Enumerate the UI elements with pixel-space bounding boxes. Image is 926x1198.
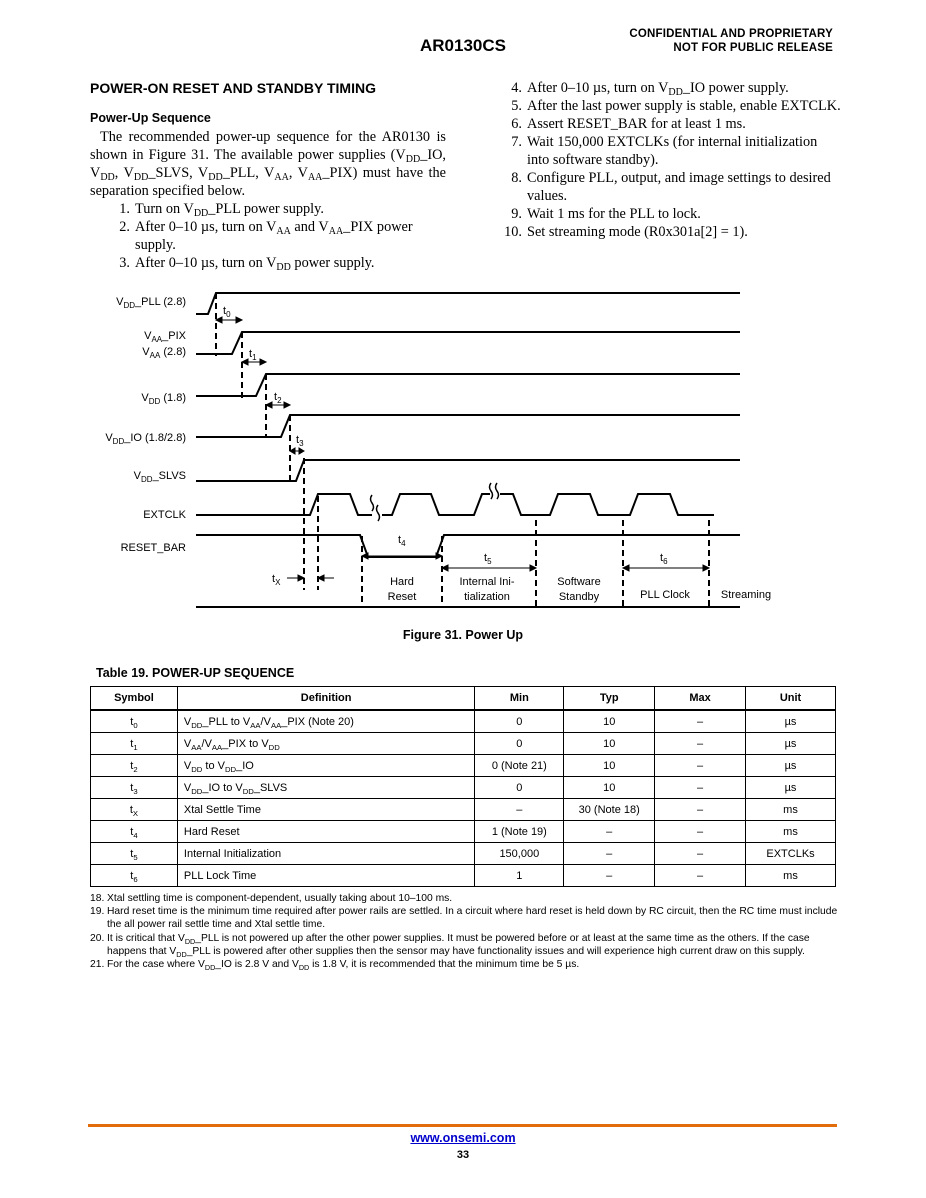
timing-label-t2: $t_2$: [274, 391, 282, 405]
footnote: 18. Xtal settling time is component-dependent, usually taking about 10–100 ms.: [90, 893, 453, 904]
typ-cell: 10: [564, 755, 655, 777]
min-cell: 0: [475, 777, 564, 799]
column-header: Typ: [564, 687, 655, 711]
signal-label: $V_{DD}\_PLL$ (2.8): [116, 296, 186, 310]
typ-cell: 30 (Note 18): [564, 799, 655, 821]
table-body: [91, 710, 836, 887]
definition-cell: Xtal Settle Time: [177, 799, 474, 821]
symbol-cell: $t_5$: [91, 843, 178, 865]
timing-label-t0: $t_0$: [223, 305, 231, 319]
signal-label: RESET_BAR: [120, 542, 186, 554]
min-cell: 0 (Note 21): [475, 755, 564, 777]
min-cell: 1: [475, 865, 564, 887]
unit-cell: ms: [746, 821, 836, 843]
footer-link[interactable]: www.onsemi.com: [410, 1131, 516, 1145]
symbol-cell: $t_3$: [91, 777, 178, 799]
phase-label: Streaming: [720, 589, 772, 601]
footnote: 20. It is critical that $V_{DD}\_PLL$ is not powered up after the other power supplies. It must be powered before or at least at the same time as the others. If the case happens that $V_{DD}\_PLL$ is powered after other supplies then the sensor may have functionality issues and will experience high current draw on this supply.: [90, 932, 810, 959]
phase-label: PLL Clock: [640, 589, 690, 601]
figure-caption: Figure 31. Power Up: [402, 628, 524, 642]
signal-label: EXTCLK: [143, 509, 186, 521]
symbol-cell: $t_0$: [91, 710, 178, 733]
timing-label-t5: $t_5$: [484, 552, 492, 566]
max-cell: –: [655, 843, 746, 865]
symbol-cell: $t_X$: [91, 799, 178, 821]
definition-cell: $V_{DD}\_IO$ to $V_{DD}\_SLVS$: [177, 777, 474, 799]
signal-label: $V_{DD}\_IO$ (1.8/2.8): [105, 432, 186, 446]
footnotes: [90, 892, 838, 971]
table-row: [91, 843, 836, 865]
signal-label: $V_{DD}$ (1.8): [141, 392, 186, 406]
signal-label: $V_{DD}\_SLVS$: [133, 470, 186, 484]
definition-cell: Internal Initialization: [177, 843, 474, 865]
unit-cell: µs: [746, 777, 836, 799]
typ-cell: 10: [564, 777, 655, 799]
footnote: 19. Hard reset time is the minimum time required after power rails are settled. In a circuit where hard reset is held down by RC circuit, then the RC time must include the all power rail settle time and Xtal settle time.: [90, 906, 838, 931]
column-header: Max: [655, 687, 746, 711]
unit-cell: ms: [746, 799, 836, 821]
step-item: 7. Wait 150,000 EXTCLKs (for internal initialization into software standby).: [511, 134, 818, 168]
max-cell: –: [655, 710, 746, 733]
symbol-cell: $t_2$: [91, 755, 178, 777]
step-item: 8. Configure PLL, output, and image settings to desired values.: [511, 170, 831, 204]
vdd-waveform: [196, 374, 740, 396]
step-item: 2. After 0–10 µs, turn on $V_{AA}$ and $V_{AA}\_PIX$ power supply.: [119, 219, 413, 253]
typ-cell: –: [564, 865, 655, 887]
phase-label: Hard: [390, 576, 414, 588]
min-cell: –: [475, 799, 564, 821]
max-cell: –: [655, 799, 746, 821]
timing-label-tx: $t_X$: [272, 573, 281, 587]
unit-cell: ms: [746, 865, 836, 887]
phase-label: Internal Ini-: [459, 576, 515, 588]
phase-label: Reset: [387, 591, 417, 603]
footnote: 21. For the case where $V_{DD}\_IO$ is 2.8 V and $V_{DD}$ is 1.8 V, it is recommended that the minimum time be 5 µs.: [90, 959, 580, 973]
timing-label-t6: $t_6$: [660, 552, 668, 566]
section-title: POWER-ON RESET AND STANDBY TIMING: [90, 80, 376, 96]
step-item: 3. After 0–10 µs, turn on $V_{DD}$ power supply.: [119, 255, 375, 273]
max-cell: –: [655, 755, 746, 777]
max-cell: –: [655, 865, 746, 887]
step-item: 10. Set streaming mode (R0x301a[2] = 1).: [504, 224, 748, 240]
column-header: Unit: [746, 687, 836, 711]
typ-cell: –: [564, 821, 655, 843]
max-cell: –: [655, 777, 746, 799]
table-row: [91, 733, 836, 755]
table-row: [91, 710, 836, 733]
timing-label-t4: $t_4$: [398, 534, 406, 548]
definition-cell: $V_{DD}$ to $V_{DD}\_IO$: [177, 755, 474, 777]
table-row: [91, 865, 836, 887]
unit-cell: µs: [746, 710, 836, 733]
timing-label-t3: $t_3$: [296, 434, 304, 448]
step-item: 4. After 0–10 µs, turn on $V_{DD}\_IO$ power supply.: [511, 80, 789, 98]
vdd-pll-waveform: [196, 293, 740, 314]
table-header-row: [91, 687, 836, 711]
confidential-line-2: NOT FOR PUBLIC RELEASE: [673, 42, 833, 54]
column-header: Min: [475, 687, 564, 711]
phase-label: tialization: [464, 591, 510, 603]
step-item: 6. Assert RESET_BAR for at least 1 ms.: [511, 116, 746, 132]
min-cell: 0: [475, 733, 564, 755]
table-row: [91, 799, 836, 821]
vdd-io-waveform: [196, 415, 740, 437]
unit-cell: µs: [746, 755, 836, 777]
footer-divider: [88, 1124, 837, 1127]
unit-cell: µs: [746, 733, 836, 755]
unit-cell: EXTCLKs: [746, 843, 836, 865]
reset-bar-waveform: [196, 535, 740, 557]
definition-cell: $V_{DD}\_PLL$ to $V_{AA}/V_{AA}\_PIX$ (Note 20): [177, 710, 474, 733]
document-title: AR0130CS: [420, 36, 506, 55]
definition-cell: Hard Reset: [177, 821, 474, 843]
table-row: [91, 777, 836, 799]
vaa-waveform: [196, 332, 740, 354]
step-item: 1. Turn on $V_{DD}\_PLL$ power supply.: [119, 201, 324, 219]
confidential-line-1: CONFIDENTIAL AND PROPRIETARY: [629, 28, 833, 40]
timing-label-t1: $t_1$: [249, 348, 257, 362]
subsection-title: Power-Up Sequence: [90, 111, 211, 125]
step-item: 9. Wait 1 ms for the PLL to lock.: [511, 206, 701, 222]
typ-cell: 10: [564, 733, 655, 755]
phase-label: Software: [557, 576, 601, 588]
break-mark: [371, 495, 380, 521]
symbol-cell: $t_6$: [91, 865, 178, 887]
max-cell: –: [655, 733, 746, 755]
power-up-sequence-table: [90, 686, 836, 887]
page-number: 33: [456, 1149, 470, 1161]
min-cell: 0: [475, 710, 564, 733]
extclk-waveform: [196, 494, 714, 515]
vdd-slvs-waveform: [196, 460, 740, 481]
definition-cell: PLL Lock Time: [177, 865, 474, 887]
min-cell: 1 (Note 19): [475, 821, 564, 843]
signal-label: $V_{AA}\_PIX$: [144, 330, 186, 344]
break-mark: [490, 483, 499, 499]
signal-label: $V_{AA}$ (2.8): [142, 346, 186, 360]
table-row: [91, 821, 836, 843]
definition-cell: $V_{AA}/V_{AA}\_PIX$ to $V_{DD}$: [177, 733, 474, 755]
column-header: Symbol: [91, 687, 178, 711]
typ-cell: –: [564, 843, 655, 865]
step-item: 5. After the last power supply is stable, enable EXTCLK.: [511, 98, 841, 114]
symbol-cell: $t_1$: [91, 733, 178, 755]
phase-label: Standby: [558, 591, 600, 603]
intro-paragraph: The recommended power-up sequence for the AR0130 is shown in Figure 31. The available power supplies ($V_{DD}\_IO$, $V_{DD}$, $V_{DD}\_SLVS$, $V_{DD}\_PLL$, $V_{AA}$, $V_{AA}\_PIX$) must have the separation specified below.: [90, 129, 446, 199]
max-cell: –: [655, 821, 746, 843]
typ-cell: 10: [564, 710, 655, 733]
column-header: Definition: [177, 687, 474, 711]
symbol-cell: $t_4$: [91, 821, 178, 843]
min-cell: 150,000: [475, 843, 564, 865]
table-title: Table 19. POWER-UP SEQUENCE: [96, 666, 295, 680]
table-row: [91, 755, 836, 777]
